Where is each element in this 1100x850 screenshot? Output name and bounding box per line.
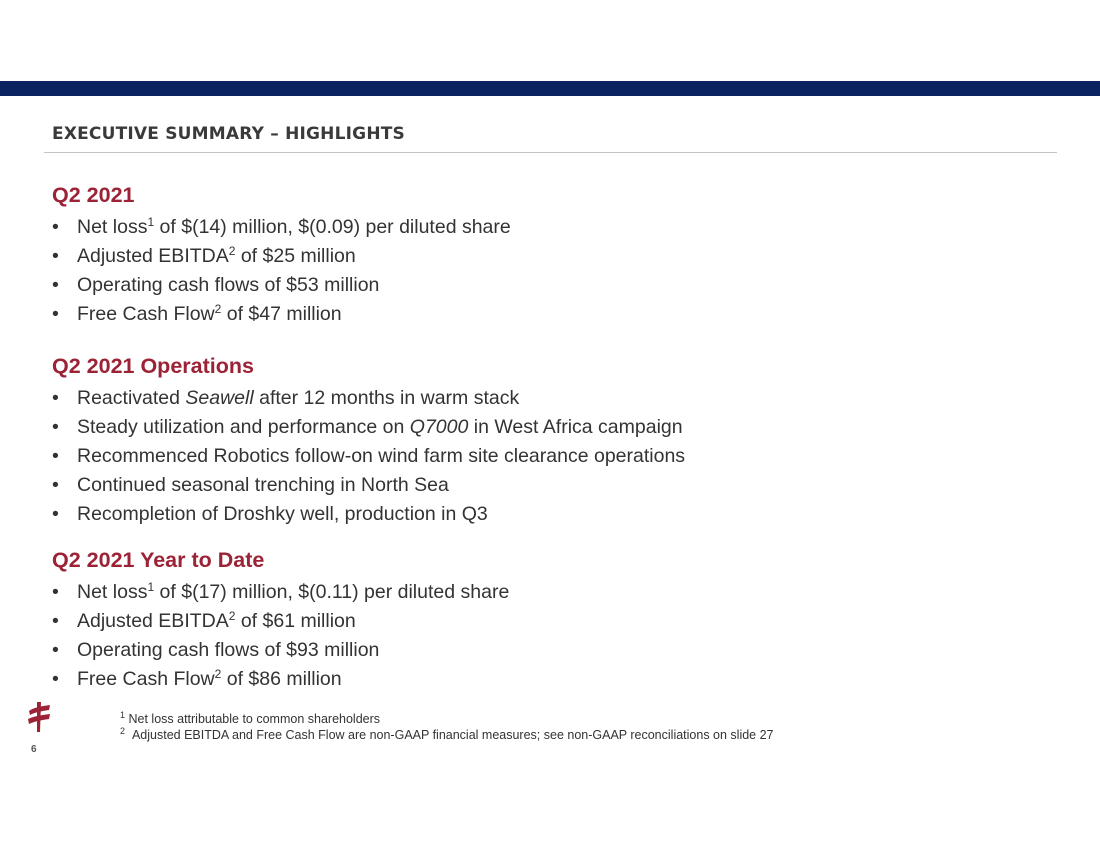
list-item: • Continued seasonal trenching in North Sea: [52, 471, 685, 500]
bullet-glyph: •: [52, 445, 59, 467]
section-title: Q2 2021 Year to Date: [52, 548, 265, 572]
list-item: • Recompletion of Droshky well, production in Q3: [52, 500, 685, 529]
page-number: 6: [31, 744, 37, 755]
bullet-list: [52, 578, 509, 694]
bullet-list: [52, 384, 685, 529]
bullet-glyph: •: [52, 503, 59, 525]
section-q2-2021: [52, 181, 511, 329]
footnote: $^1$ Net loss attributable to common shareholders: [120, 710, 381, 726]
section-q2-2021-ytd: [52, 546, 509, 694]
section-q2-2021-operations: [52, 352, 685, 529]
list-item: • Operating cash flows of $93 million: [52, 636, 509, 665]
bullet-glyph: •: [52, 274, 59, 296]
bullet-glyph: •: [52, 303, 59, 325]
bullet-glyph: •: [52, 387, 59, 409]
list-item: • Free Cash Flow$^2$ of $47 million: [52, 300, 511, 329]
bullet-glyph: •: [52, 416, 59, 438]
footnotes: [120, 711, 774, 743]
list-item: • Operating cash flows of $53 million: [52, 271, 511, 300]
bullet-glyph: •: [52, 474, 59, 496]
footnote: $^2$ Adjusted EBITDA and Free Cash Flow are non-GAAP financial measures; see non-GAAP reconciliations on slide 27: [120, 726, 774, 742]
bullet-list: [52, 213, 511, 329]
section-title: Q2 2021 Operations: [52, 354, 254, 378]
vessel-name: Seawell: [185, 387, 254, 409]
bullet-glyph: •: [52, 581, 59, 603]
slide-title: EXECUTIVE SUMMARY – HIGHLIGHTS: [52, 124, 405, 144]
bullet-glyph: •: [52, 216, 59, 238]
list-item: • Net loss$^1$ of $(14) million, $(0.09) per diluted share: [52, 213, 511, 242]
title-divider: [44, 152, 1057, 153]
section-title: Q2 2021: [52, 183, 135, 207]
list-item: • Free Cash Flow$^2$ of $86 million: [52, 665, 509, 694]
header-band: [0, 81, 1100, 96]
list-item: • Recommenced Robotics follow-on wind farm site clearance operations: [52, 442, 685, 471]
list-item: • Adjusted EBITDA$^2$ of $25 million: [52, 242, 511, 271]
vessel-name: Q7000: [409, 416, 469, 438]
bullet-glyph: •: [52, 245, 59, 267]
bullet-glyph: •: [52, 668, 59, 690]
list-item: • Steady utilization and performance on Q7000 in West Africa campaign: [52, 413, 685, 442]
list-item: • Net loss$^1$ of $(17) million, $(0.11) per diluted share: [52, 578, 509, 607]
company-logo-icon: [26, 702, 52, 732]
list-item: • Reactivated Seawell after 12 months in warm stack: [52, 384, 685, 413]
list-item: • Adjusted EBITDA$^2$ of $61 million: [52, 607, 509, 636]
bullet-glyph: •: [52, 610, 59, 632]
bullet-glyph: •: [52, 639, 59, 661]
